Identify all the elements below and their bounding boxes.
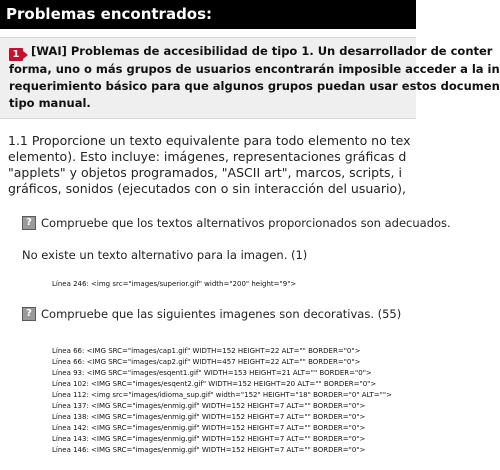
warning-line: forma, uno o más grupos de usuarios encontrarán imposible acceder a la in [9, 62, 500, 76]
code-line: Línea 66: <IMG SRC="images/cap2.gif" WIDTH=457 HEIGHT=22 ALT="" BORDER="0"> [52, 358, 361, 366]
warning-line: 1 [WAI] Problemas de accesibilidad de tipo 1. Un desarrollador de conter [9, 43, 416, 61]
check-decorative-images: ? Compruebe que las siguientes imagenes son decorativas. (55) [22, 307, 401, 321]
accessibility-warning [0, 37, 500, 119]
code-line: Línea 146: <IMG SRC="images/enmig.gif" WIDTH=152 HEIGHT=7 ALT="" BORDER="0"> [52, 446, 366, 454]
code-line: Línea 246: <img src="images/superior.gif" width="200" height="9"> [52, 280, 297, 288]
check-alt-texts: ? Compruebe que los textos alternativos proporcionados son adecuados. [22, 216, 451, 230]
code-line: Línea 66: <IMG SRC="images/cap1.gif" WIDTH=152 HEIGHT=22 ALT="" BORDER="0"> [52, 347, 361, 355]
code-line: Línea 138: <IMG SRC="images/enmig.gif" WIDTH=152 HEIGHT=7 ALT="" BORDER="0"> [52, 413, 366, 421]
code-line: Línea 112: <img src="images/idioma_sup.gif" width="152" HEIGHT="18" BORDER="0" ALT=""> [52, 391, 392, 399]
code-line: Línea 137: <IMG SRC="images/enmig.gif" WIDTH=152 HEIGHT=7 ALT="" BORDER="0"> [52, 402, 366, 410]
warning-line: requerimiento básico para que algunos grupos puedan usar estos documen [9, 79, 500, 93]
question-icon: ? [22, 307, 36, 321]
page-title: Problemas encontrados: [0, 0, 416, 29]
checkpoint-description: 1.1 Proporcione un texto equivalente para todo elemento no tex elemento). Esto incluye: imágenes, representaciones gráficas d "applets" y objetos programados, "ASCII art", marcos, scripts, i gráficos, sonidos (ejecutados con o sin interacción del usuario), [8, 133, 411, 196]
priority-1-icon: 1 [9, 48, 28, 61]
code-line: Línea 93: <IMG SRC="images/esqent1.gif" WIDTH=153 HEIGHT=21 ALT="" BORDER="0"> [52, 369, 372, 377]
code-line: Línea 142: <IMG SRC="images/enmig.gif" WIDTH=152 HEIGHT=7 ALT="" BORDER="0"> [52, 424, 366, 432]
code-line: Línea 143: <IMG SRC="images/enmig.gif" WIDTH=152 HEIGHT=7 ALT="" BORDER="0"> [52, 435, 366, 443]
missing-alt-message: No existe un texto alternativo para la imagen. (1) [22, 248, 308, 262]
code-line: Línea 102: <IMG SRC="images/esqent2.gif" WIDTH=152 HEIGHT=20 ALT="" BORDER="0"> [52, 380, 377, 388]
question-icon: ? [22, 216, 36, 230]
decorative-code-list [52, 346, 392, 456]
warning-line: tipo manual. [9, 96, 91, 110]
